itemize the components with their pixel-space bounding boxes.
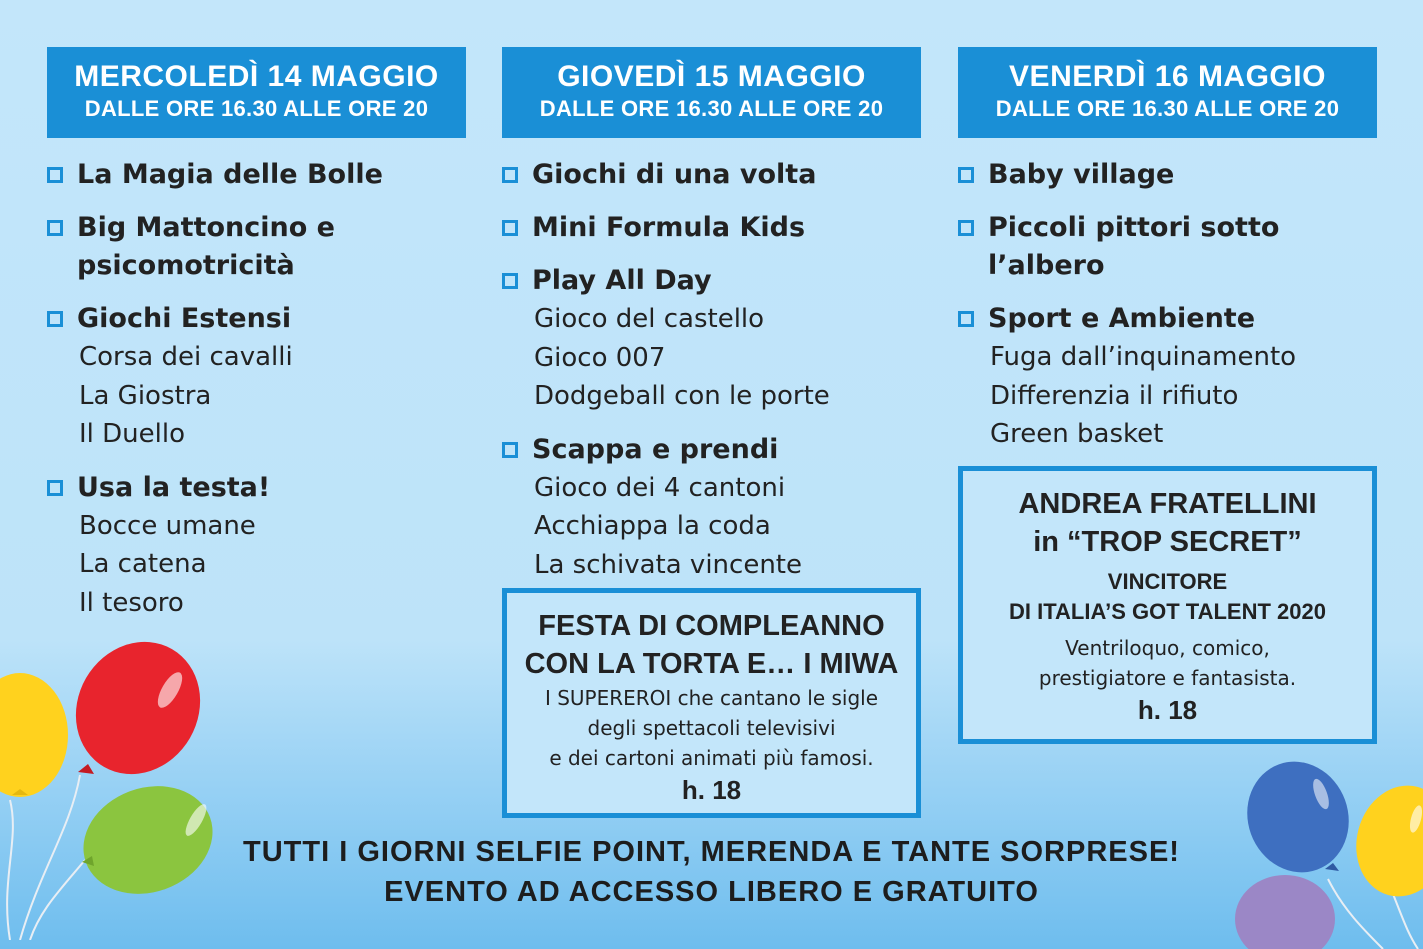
day-header	[502, 47, 921, 138]
show-time: h. 18	[1137, 695, 1198, 725]
balloon-yellow-left	[0, 673, 68, 797]
footer-line1: TUTTI I GIORNI SELFIE POINT, MERENDA E TANTE SORPRESE!	[243, 836, 1180, 868]
activity-sub-list	[502, 300, 921, 416]
birthday-body-line1: I SUPEREROI che cantano le sigle	[544, 686, 879, 710]
activity-title: Big Mattoncino e psicomotricità	[77, 212, 335, 281]
day-header	[47, 47, 466, 138]
checkbox-icon	[47, 220, 63, 236]
day-header	[958, 47, 1377, 138]
activity-item	[502, 262, 921, 416]
activity-title: Sport e Ambiente	[988, 303, 1256, 334]
footer-banner	[0, 832, 1423, 912]
day-time: DALLE ORE 16.30 ALLE ORE 20	[84, 96, 429, 121]
show-sub-line2: DI ITALIA’S GOT TALENT 2020	[1008, 599, 1326, 624]
activity-item	[47, 300, 466, 454]
activity-title: Usa la testa!	[77, 471, 271, 503]
day-title: GIOVEDÌ 15 MAGGIO	[557, 60, 866, 93]
day-column-friday	[958, 47, 1377, 469]
activity-title: Scappa e prendi	[532, 433, 779, 465]
activity-sub-item: Corsa dei cavalli	[79, 342, 293, 372]
day-column-wednesday	[47, 47, 466, 637]
checkbox-icon	[502, 167, 518, 183]
activity-list	[47, 156, 466, 622]
activity-sub-item: Gioco del castello	[534, 304, 765, 334]
checkbox-icon	[958, 167, 974, 183]
show-body-line2: prestigiatore e fantasista.	[1038, 666, 1297, 690]
birthday-title-line1: FESTA DI COMPLEANNO	[538, 610, 885, 642]
checkbox-icon	[47, 480, 63, 496]
show-title-line2: in “TROP SECRET”	[1033, 526, 1302, 558]
activity-title: La Magia delle Bolle	[77, 159, 383, 190]
activity-item	[502, 209, 921, 247]
footer-line2: EVENTO AD ACCESSO LIBERO E GRATUITO	[384, 876, 1039, 908]
checkbox-icon	[958, 220, 974, 236]
checkbox-icon	[958, 311, 974, 327]
birthday-event-box	[502, 588, 921, 818]
activity-title: Baby village	[988, 159, 1175, 190]
activity-title: Giochi Estensi	[77, 303, 292, 334]
activity-sub-item: Gioco dei 4 cantoni	[534, 472, 786, 503]
activity-sub-item: Il tesoro	[79, 587, 184, 618]
activity-sub-list	[47, 507, 466, 623]
checkbox-icon	[502, 220, 518, 236]
activity-sub-item: La catena	[79, 549, 207, 579]
activity-item	[958, 300, 1377, 454]
show-body-line1: Ventriloquo, comico,	[1065, 636, 1270, 660]
day-title: VENERDÌ 16 MAGGIO	[1009, 60, 1326, 93]
activity-item	[502, 431, 921, 585]
activity-title: Giochi di una volta	[532, 159, 817, 190]
activity-sub-item: Dodgeball con le porte	[534, 381, 830, 411]
checkbox-icon	[502, 442, 518, 458]
activity-sub-item: La schivata vincente	[534, 549, 802, 580]
activity-sub-item: Gioco 007	[534, 342, 666, 373]
activity-sub-list	[958, 338, 1377, 454]
show-event-box	[958, 466, 1377, 744]
activity-item	[958, 156, 1377, 194]
activity-sub-item: Differenzia il rifiuto	[990, 380, 1239, 411]
birthday-body-line2: degli spettacoli televisivi	[587, 716, 836, 740]
activity-list	[958, 156, 1377, 454]
activity-item	[47, 209, 466, 285]
day-title: MERCOLEDÌ 14 MAGGIO	[74, 60, 439, 93]
birthday-title-line2: CON LA TORTA E… I MIWA	[524, 648, 899, 680]
activity-sub-item: La Giostra	[79, 380, 212, 411]
activity-sub-list	[502, 469, 921, 585]
checkbox-icon	[47, 311, 63, 327]
day-column-thursday	[502, 47, 921, 599]
activity-sub-item: Green basket	[990, 419, 1164, 449]
activity-sub-item: Il Duello	[79, 419, 186, 449]
activity-sub-item: Bocce umane	[79, 510, 256, 541]
activity-item	[958, 209, 1377, 285]
activity-title: Play All Day	[532, 265, 712, 296]
day-time: DALLE ORE 16.30 ALLE ORE 20	[539, 96, 884, 121]
activity-sub-item: Fuga dall’inquinamento	[990, 342, 1297, 372]
activity-item	[47, 156, 466, 194]
show-title-line1: ANDREA FRATELLINI	[1018, 488, 1317, 520]
birthday-body-line3: e dei cartoni animati più famosi.	[549, 746, 874, 770]
balloon-red	[52, 640, 224, 797]
activity-item	[502, 156, 921, 194]
activity-title: Piccoli pittori sotto l’albero	[988, 212, 1280, 281]
checkbox-icon	[502, 273, 518, 289]
activity-item	[47, 469, 466, 623]
activity-sub-item: Acchiappa la coda	[534, 511, 771, 541]
activity-list	[502, 156, 921, 584]
checkbox-icon	[47, 167, 63, 183]
activity-sub-list	[47, 338, 466, 454]
show-sub-line1: VINCITORE	[1107, 569, 1228, 594]
birthday-time: h. 18	[681, 775, 742, 805]
activity-title: Mini Formula Kids	[532, 212, 806, 243]
day-time: DALLE ORE 16.30 ALLE ORE 20	[995, 96, 1340, 121]
